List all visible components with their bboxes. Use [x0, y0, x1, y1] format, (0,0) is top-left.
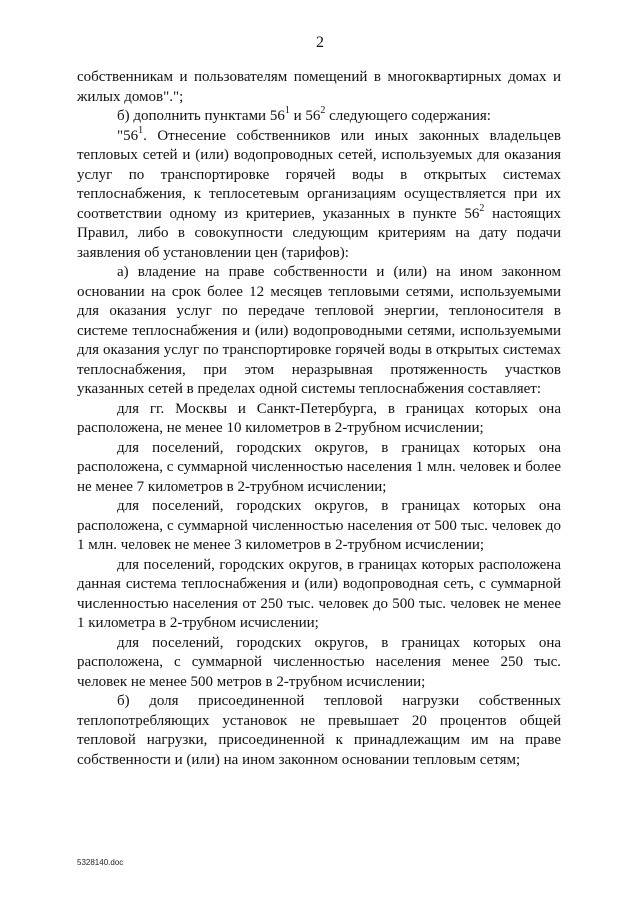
paragraph-1mln: для поселений, городских округов, в границах которых она расположена, с суммарной численностью населения 1 млн. человек и более не менее 7 километров в 2-трубном исчислении;	[77, 439, 561, 495]
document-body	[77, 68, 561, 770]
file-name-footer: 5328140.doc	[77, 858, 124, 867]
superscript: 2	[320, 105, 326, 116]
paragraph-250k: для поселений, городских округов, в границах которых расположена данная система теплоснабжения и (или) водопроводная сеть, с суммарной численностью населения от 250 тыс. человек до 500 тыс. человек не менее 1 километра в 2-трубном исчислении;	[77, 556, 561, 631]
paragraph-criterion-a: а) владение на праве собственности и (или) на ином законном основании на срок более 12 месяцев тепловыми сетями, используемыми для оказания услуг по передаче тепловой энергии, теплоносителя в системе теплоснабжения и (или) водопроводными сетями, используемыми для оказания услуг по транспортировке горячей воды в открытых системах теплоснабжения, при этом неразрывная протяженность участков указанных сетей в пределах одной системы теплоснабжения составляет:	[77, 264, 561, 397]
paragraph-less-250k: для поселений, городских округов, в границах которых она расположена, с суммарной численностью населения менее 250 тыс. человек не менее 500 метров в 2-трубном исчислении;	[77, 634, 561, 690]
paragraph-amendment-b: б) дополнить пунктами $56^1$ и $56^2$ следующего содержания:	[117, 105, 491, 124]
paragraph-500k: для поселений, городских округов, в границах которых она расположена, с суммарной численностью населения от 500 тыс. человек до 1 млн. человек не менее 3 километров в 2-трубном исчислении;	[77, 498, 561, 553]
superscript: 1	[138, 124, 144, 136]
paragraph-continuation: собственникам и пользователям помещений в многоквартирных домах и жилых домов".";	[77, 69, 561, 105]
paragraph-criterion-b: б) доля присоединенной тепловой нагрузки собственных теплопотребляющих установок не превышает 20 процентов общей тепловой нагрузки, присоединенной к принадлежащим им на праве собственности и (или) на ином законном основании тепловым сетям;	[77, 693, 561, 768]
superscript: 2	[479, 202, 485, 214]
paragraph-clause-56-1: "$56^1$. Отнесение собственников или иных законных владельцев тепловых сетей и (или) водопроводных сетей, используемых для оказания услуг по транспортировке горячей воды в открытых системах теплоснабжения, к теплосетевым организациям осуществляется при их соответствии одному из критериев, указанных в пункте $56^2$ настоящих Правил, либо в совокупности следующим критериям на дату подачи заявления об установлении цен (тарифов):	[77, 124, 561, 261]
page-number: 2	[316, 34, 324, 51]
paragraph-moscow-spb: для гг. Москвы и Санкт-Петербурга, в границах которых она расположена, не менее 10 километров в 2-трубном исчислении;	[77, 400, 561, 436]
superscript: 1	[284, 105, 290, 116]
